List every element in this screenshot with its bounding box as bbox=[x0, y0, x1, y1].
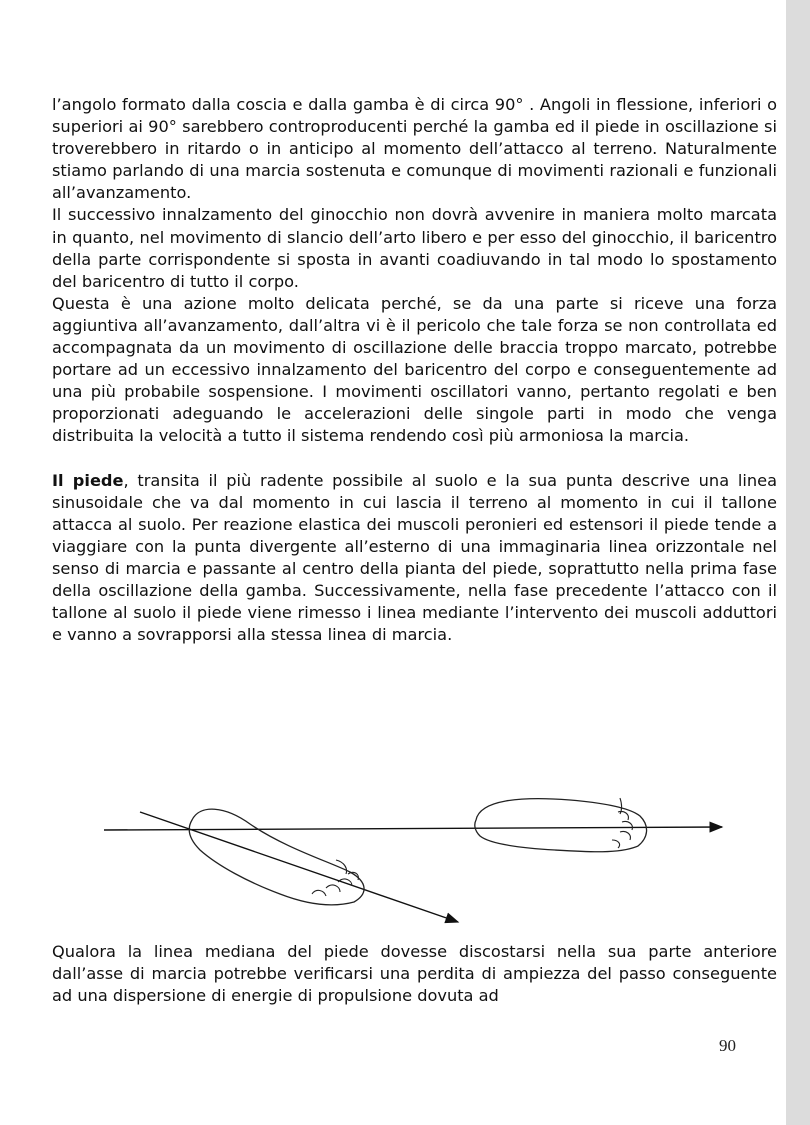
right-foot-outline bbox=[475, 799, 647, 852]
piede-text: , transita il più radente possibile al suolo e la sua punta descrive una linea sinusoidale che va dal momento in cui lascia il terreno al momento in cui il tallone attacca al suolo. Per reazione elastica dei muscoli peronieri ed estensori il piede tende a viaggiare con la punta divergente all’esterno di una immaginaria linea orizzontale nel senso di marcia e passante al centro della pianta del piede, soprattutto nella prima fase della oscillazione della gamba. Successivamente, nella fase precedente l’attacco con il tallone al suolo il piede viene rimesso i linea mediante l’intervento dei muscoli adduttori e vanno a sovrapporsi alla stessa linea di marcia. bbox=[52, 470, 777, 645]
paragraph-spacer bbox=[52, 448, 777, 470]
body-text-bottom bbox=[52, 941, 777, 1007]
paragraph-bottom: Qualora la linea mediana del piede dovesse discostarsi nella sua parte anteriore dall’asse di marcia potrebbe verificarsi una perdita di ampiezza del passo conseguente ad una dispersione di energie di propulsione dovuta ad bbox=[52, 942, 777, 1006]
right-foot-toes bbox=[612, 798, 632, 848]
piede-heading: Il piede bbox=[52, 470, 124, 490]
march-axis-line bbox=[104, 827, 722, 830]
foot-diagram bbox=[100, 790, 730, 930]
left-foot-outline bbox=[189, 809, 364, 905]
page-number: 90 bbox=[719, 1036, 736, 1055]
paragraph-piede bbox=[52, 470, 777, 647]
paragraph-2: Il successivo innalzamento del ginocchio non dovrà avvenire in maniera molto marcata in quanto, nel movimento di slancio dell’arto libero e per esso del ginocchio, il baricentro della parte corrispondente si sposta in avanti coadiuvando in tal modo lo spostamento del baricentro di tutto il corpo. bbox=[52, 205, 777, 291]
page-edge-strip bbox=[786, 0, 810, 1125]
paragraph-1: l’angolo formato dalla coscia e dalla gamba è di circa 90° . Angoli in flessione, inferiori o superiori ai 90° sarebbero controproducenti perché la gamba ed il piede in oscillazione si troverebbero in ritardo o in anticipo al momento dell’attacco al terreno. Naturalmente stiamo parlando di una marcia sostenuta e comunque di movimenti razionali e funzionali all’avanzamento. bbox=[52, 95, 777, 203]
paragraph-3: Questa è una azione molto delicata perché, se da una parte si riceve una forza aggiuntiva all’avanzamento, dall’altra vi è il pericolo che tale forza se non controllata ed accompagnata da un movimento di oscillazione delle braccia troppo marcato, potrebbe portare ad un eccessivo innalzamento del baricentro del corpo e conseguentemente ad una più probabile sospensione. I movimenti oscillatori vanno, pertanto regolati e ben proporzionati adeguando le accelerazioni delle singole parti in modo che venga distribuita la velocità a tutto il sistema rendendo così più armoniosa la marcia. bbox=[52, 293, 777, 446]
body-text-top bbox=[52, 94, 777, 646]
